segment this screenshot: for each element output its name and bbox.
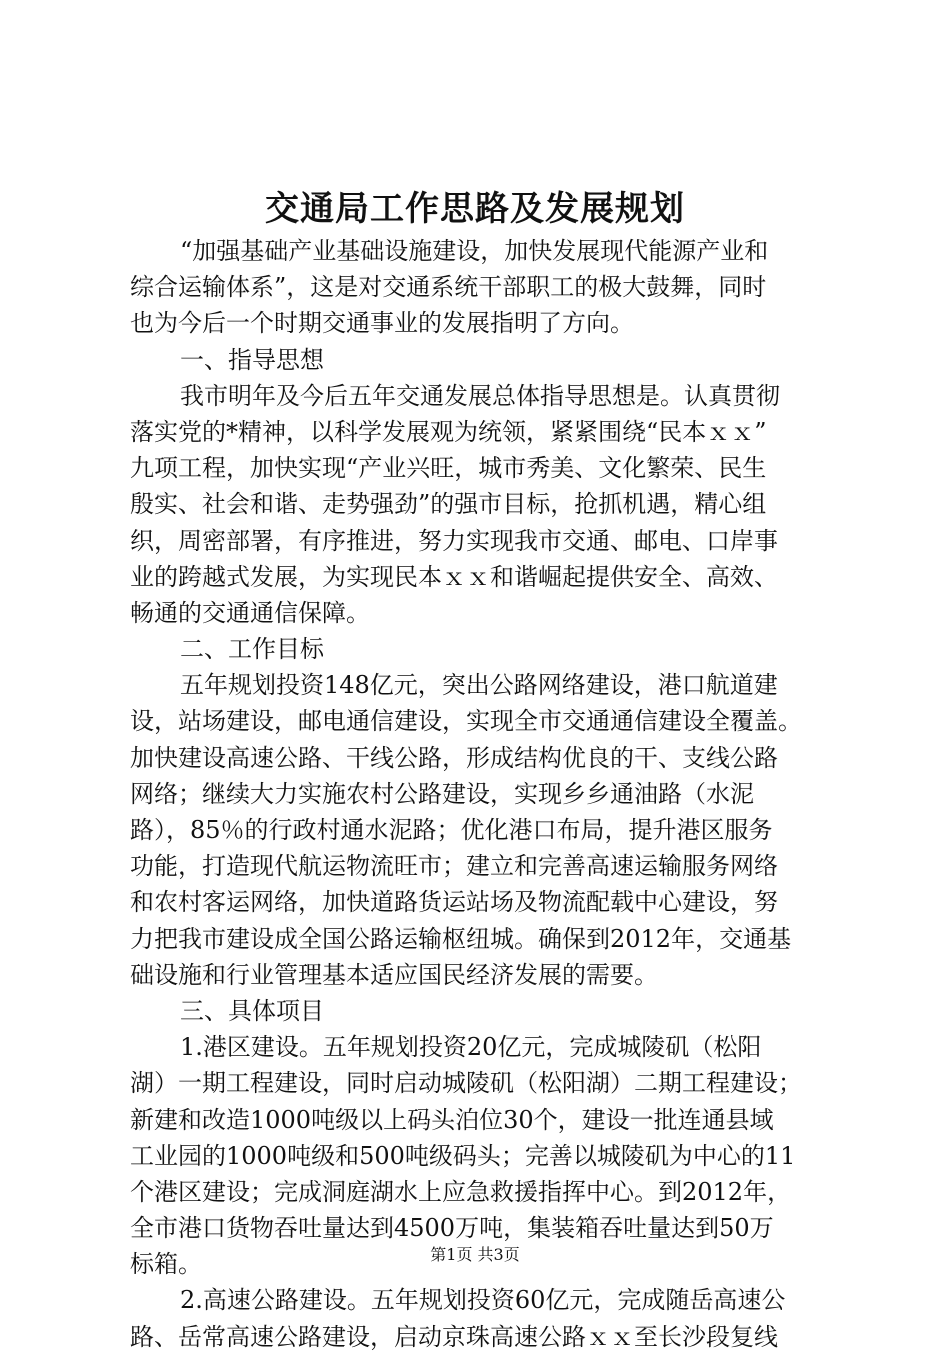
text-line: 畅通的交通通信保障。 <box>130 598 370 627</box>
text-line: 也为今后一个时期交通事业的发展指明了方向。 <box>130 309 634 338</box>
text-line: 综合运输体系”，这是对交通系统干部职工的极大鼓舞，同时 <box>130 273 767 302</box>
document-body <box>130 233 850 1355</box>
text-line: 1.港区建设。五年规划投资20亿元，完成城陵矶（松阳 <box>180 1033 762 1062</box>
text-line: 和农村客运网络，加快道路货运站场及物流配载中心建设，努 <box>130 888 778 917</box>
text-line: “加强基础产业基础设施建设，加快发展现代能源产业和 <box>180 237 769 265</box>
document-title: 交通局工作思路及发展规划 <box>265 189 685 229</box>
section-heading: 一、指导思想 <box>180 345 324 374</box>
text-line: 落实党的*精神，以科学发展观为统领，紧紧围绕“民本ｘｘ” <box>130 417 767 446</box>
text-line: 业的跨越式发展，为实现民本ｘｘ和谐崛起提供安全、高效、 <box>130 562 778 591</box>
text-line: 我市明年及今后五年交通发展总体指导思想是。认真贯彻 <box>180 381 780 410</box>
text-line: 全市港口货物吞吐量达到4500万吨，集装箱吞吐量达到50万 <box>130 1214 774 1243</box>
text-line: 工业园的1000吨级和500吨级码头；完善以城陵矶为中心的11 <box>130 1141 796 1170</box>
text-line: 五年规划投资148亿元，突出公路网络建设，港口航道建 <box>180 671 778 700</box>
text-line: 标箱。 <box>130 1250 202 1279</box>
text-line: 功能，打造现代航运物流旺市；建立和完善高速运输服务网络 <box>130 852 778 881</box>
text-line: 个港区建设；完成洞庭湖水上应急救援指挥中心。到2012年， <box>130 1177 792 1206</box>
text-line: 九项工程，加快实现“产业兴旺，城市秀美、文化繁荣、民生 <box>130 454 767 483</box>
text-line: 2.高速公路建设。五年规划投资60亿元，完成随岳高速公 <box>180 1286 786 1315</box>
text-line: 网络；继续大力实施农村公路建设，实现乡乡通油路（水泥 <box>130 779 754 808</box>
text-line: 织，周密部署，有序推进，努力实现我市交通、邮电、口岸事 <box>130 526 778 555</box>
text-line: 路），85％的行政村通水泥路；优化港口布局，提升港区服务 <box>130 816 773 844</box>
text-line: 设，站场建设，邮电通信建设，实现全市交通通信建设全覆盖。 <box>130 707 802 736</box>
text-line: 加快建设高速公路、干线公路，形成结构优良的干、支线公路 <box>130 743 778 772</box>
text-line: 路、岳常高速公路建设，启动京珠高速公路ｘｘ至长沙段复线 <box>130 1322 778 1351</box>
page-number-footer: 第1页 共3页 <box>430 1245 520 1264</box>
text-line: 新建和改造1000吨级以上码头泊位30个，建设一批连通县域 <box>130 1105 774 1134</box>
text-line: 湖）一期工程建设，同时启动城陵矶（松阳湖）二期工程建设； <box>130 1069 802 1098</box>
text-line: 础设施和行业管理基本适应国民经济发展的需要。 <box>130 960 658 989</box>
text-line: 力把我市建设成全国公路运输枢纽城。确保到2012年，交通基 <box>130 924 792 953</box>
section-heading: 三、具体项目 <box>180 996 324 1025</box>
text-line: 殷实、社会和谐、走势强劲”的强市目标，抢抓机遇，精心组 <box>130 490 767 519</box>
section-heading: 二、工作目标 <box>180 635 324 664</box>
